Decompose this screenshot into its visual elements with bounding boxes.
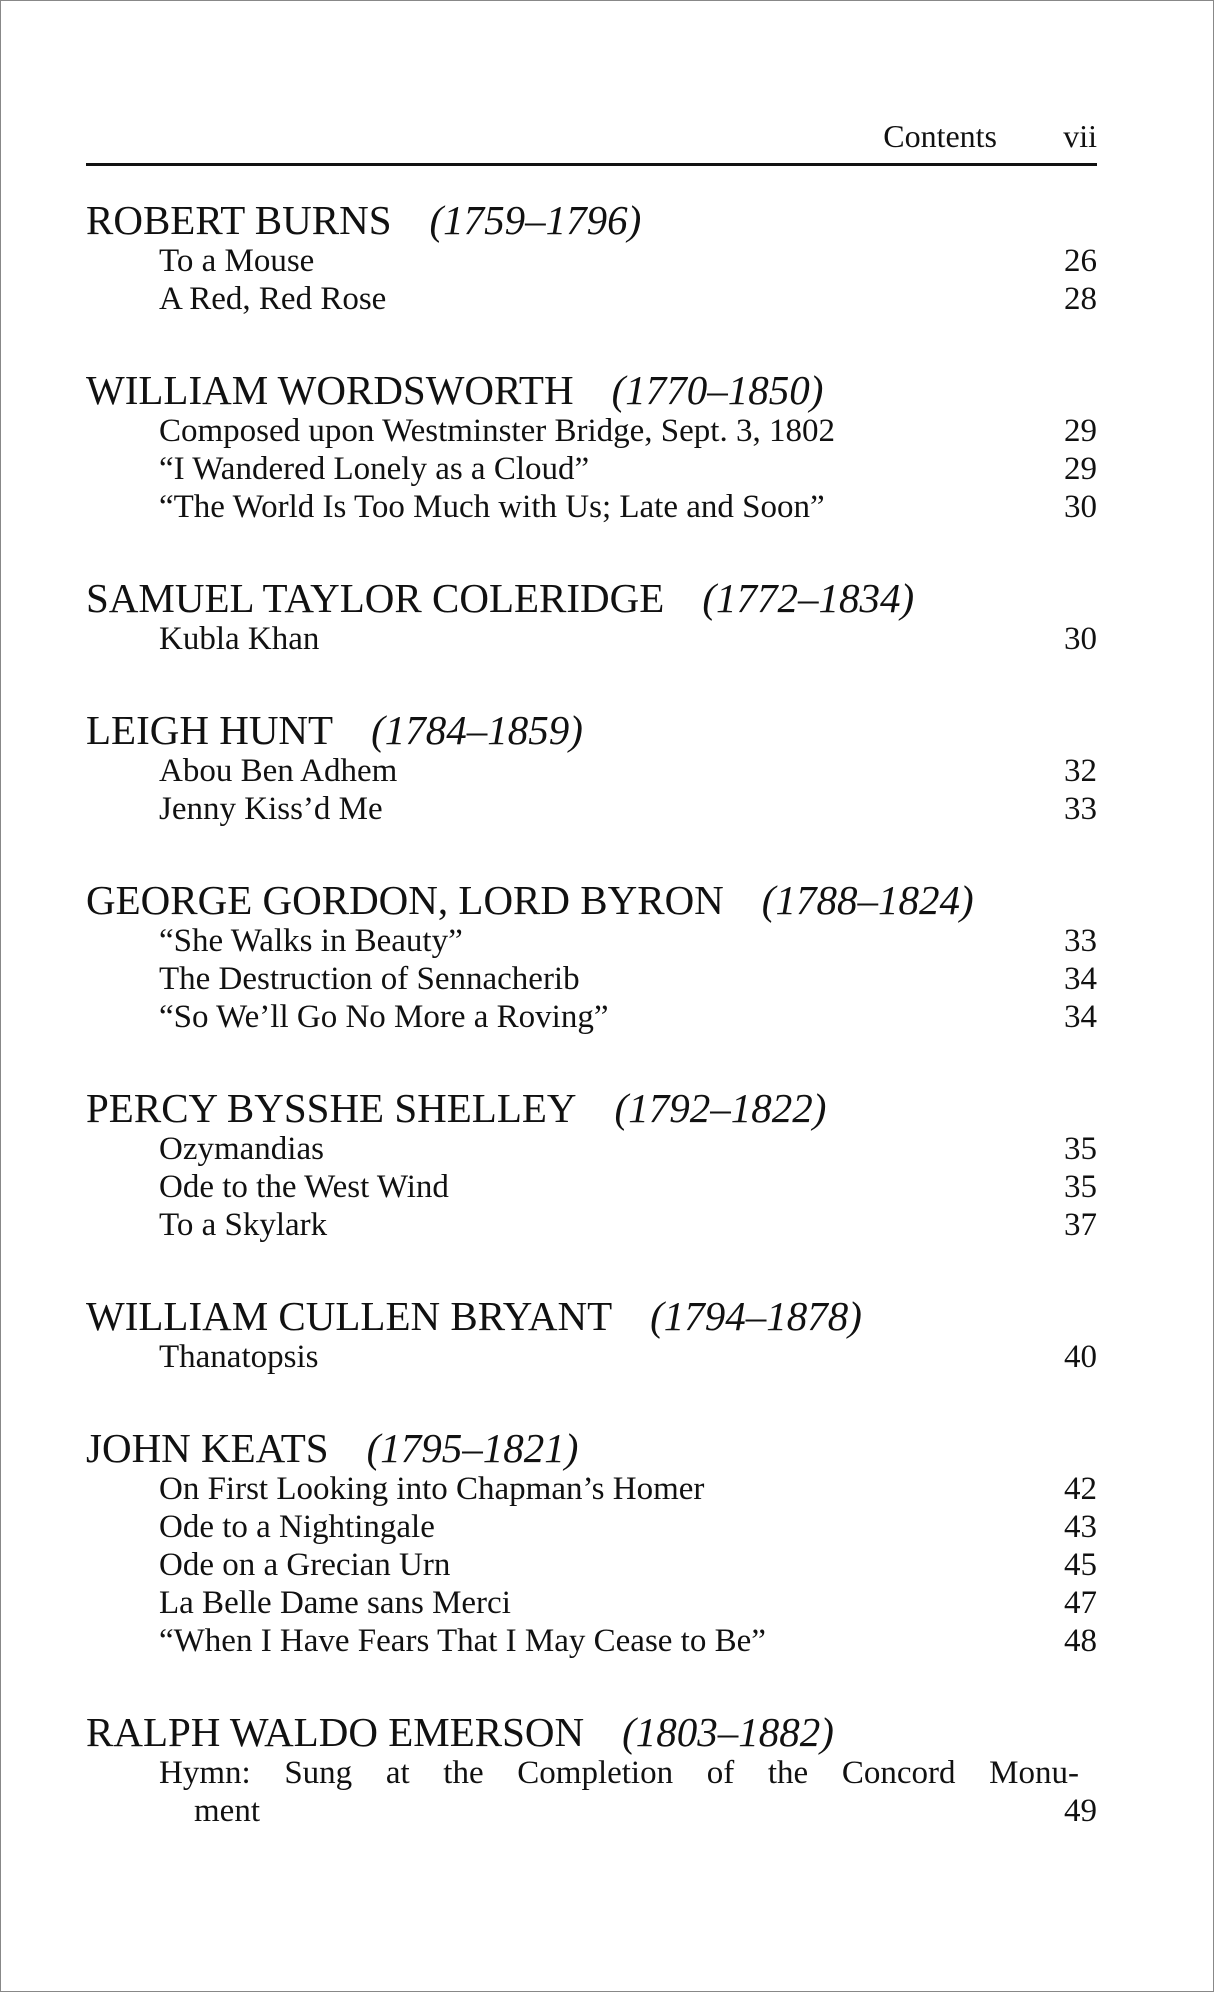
running-header <box>86 118 1097 158</box>
entry-page: 37 <box>1064 1207 1097 1243</box>
header-rule <box>86 163 1097 166</box>
entry-page: 47 <box>1064 1585 1097 1621</box>
toc-entry[interactable] <box>86 1168 1097 1206</box>
running-title: Contents <box>883 118 997 154</box>
entry-page: 35 <box>1064 1131 1097 1167</box>
author-section <box>86 576 1097 658</box>
entry-page: 43 <box>1064 1509 1097 1545</box>
entry-title: Ode to the West Wind <box>159 1169 449 1205</box>
toc-entry[interactable] <box>86 1754 1097 1830</box>
entry-title-line1: Hymn: Sung at the Completion of the Concord Monu- <box>159 1755 1079 1791</box>
entry-page: 48 <box>1064 1623 1097 1659</box>
toc-entry[interactable] <box>86 922 1097 960</box>
entry-page: 34 <box>1064 999 1097 1035</box>
entry-title: To a Skylark <box>159 1207 328 1243</box>
author-heading <box>86 1086 1097 1130</box>
table-of-contents <box>86 198 1097 1830</box>
author-name: PERCY BYSSHE SHELLEY <box>86 1085 577 1131</box>
author-dates: (1792–1822) <box>614 1085 827 1131</box>
author-dates: (1772–1834) <box>702 575 915 621</box>
entry-title: Thanatopsis <box>159 1339 319 1375</box>
author-name: SAMUEL TAYLOR COLERIDGE <box>86 575 665 621</box>
author-section <box>86 1294 1097 1376</box>
toc-entry[interactable] <box>86 488 1097 526</box>
entry-page: 29 <box>1064 451 1097 487</box>
author-section <box>86 368 1097 526</box>
page-number: vii <box>1063 118 1097 154</box>
author-section <box>86 198 1097 318</box>
toc-entry[interactable] <box>86 242 1097 280</box>
entry-page: 32 <box>1064 753 1097 789</box>
author-heading <box>86 1294 1097 1338</box>
author-section <box>86 1086 1097 1244</box>
author-section <box>86 708 1097 828</box>
entry-page: 33 <box>1064 923 1097 959</box>
toc-entry[interactable] <box>86 1622 1097 1660</box>
entry-title: Ode to a Nightingale <box>159 1509 435 1545</box>
author-heading <box>86 368 1097 412</box>
toc-entry[interactable] <box>86 960 1097 998</box>
toc-entry[interactable] <box>86 1584 1097 1622</box>
entry-title: On First Looking into Chapman’s Homer <box>159 1471 705 1507</box>
entry-title: A Red, Red Rose <box>159 281 387 317</box>
toc-entry[interactable] <box>86 620 1097 658</box>
author-dates: (1795–1821) <box>366 1425 579 1471</box>
entry-page: 30 <box>1064 489 1097 525</box>
toc-entry[interactable] <box>86 1130 1097 1168</box>
entry-page: 33 <box>1064 791 1097 827</box>
entry-page: 49 <box>1064 1793 1097 1829</box>
entry-title: Kubla Khan <box>159 621 320 657</box>
entry-title: Ozymandias <box>159 1131 324 1167</box>
toc-entry[interactable] <box>86 450 1097 488</box>
toc-entry[interactable] <box>86 752 1097 790</box>
author-dates: (1784–1859) <box>371 707 583 753</box>
entry-page: 35 <box>1064 1169 1097 1205</box>
author-name: JOHN KEATS <box>86 1425 329 1471</box>
entry-title: “I Wandered Lonely as a Cloud” <box>159 451 590 487</box>
author-name: WILLIAM CULLEN BRYANT <box>86 1293 613 1339</box>
author-heading <box>86 1710 1097 1754</box>
entry-title: Ode on a Grecian Urn <box>159 1547 451 1583</box>
toc-entry[interactable] <box>86 412 1097 450</box>
author-name: LEIGH HUNT <box>86 707 334 753</box>
entry-title: La Belle Dame sans Merci <box>159 1585 511 1621</box>
author-heading <box>86 1426 1097 1470</box>
entry-page: 30 <box>1064 621 1097 657</box>
toc-entry[interactable] <box>86 1508 1097 1546</box>
entry-title: The Destruction of Sennacherib <box>159 961 580 997</box>
entry-page: 42 <box>1064 1471 1097 1507</box>
entry-title: Composed upon Westminster Bridge, Sept. 3, 1802 <box>159 413 835 449</box>
entry-page: 34 <box>1064 961 1097 997</box>
toc-entry[interactable] <box>86 998 1097 1036</box>
entry-title: “When I Have Fears That I May Cease to Be” <box>159 1623 766 1659</box>
author-dates: (1794–1878) <box>650 1293 862 1339</box>
entry-title: “The World Is Too Much with Us; Late and Soon” <box>159 489 825 525</box>
toc-entry[interactable] <box>86 790 1097 828</box>
author-name: RALPH WALDO EMERSON <box>86 1709 585 1755</box>
toc-entry[interactable] <box>86 1206 1097 1244</box>
author-dates: (1770–1850) <box>611 367 824 413</box>
author-dates: (1759–1796) <box>429 197 642 243</box>
entry-title: “She Walks in Beauty” <box>159 923 463 959</box>
entry-page: 28 <box>1064 281 1097 317</box>
entry-page: 29 <box>1064 413 1097 449</box>
entry-page: 26 <box>1064 243 1097 279</box>
author-dates: (1788–1824) <box>761 877 974 923</box>
author-dates: (1803–1882) <box>622 1709 834 1755</box>
author-section <box>86 878 1097 1036</box>
author-name: ROBERT BURNS <box>86 197 392 243</box>
toc-entry[interactable] <box>86 1546 1097 1584</box>
author-name: GEORGE GORDON, LORD BYRON <box>86 877 724 923</box>
entry-title: “So We’ll Go No More a Roving” <box>159 999 609 1035</box>
entry-title: Jenny Kiss’d Me <box>159 791 383 827</box>
entry-page: 40 <box>1064 1339 1097 1375</box>
author-heading <box>86 878 1097 922</box>
toc-entry[interactable] <box>86 280 1097 318</box>
entry-title: Abou Ben Adhem <box>159 753 398 789</box>
author-section <box>86 1426 1097 1660</box>
entry-page: 45 <box>1064 1547 1097 1583</box>
author-section <box>86 1710 1097 1830</box>
entry-title: To a Mouse <box>159 243 315 279</box>
author-heading <box>86 198 1097 242</box>
toc-entry[interactable] <box>86 1338 1097 1376</box>
author-heading <box>86 708 1097 752</box>
author-name: WILLIAM WORDSWORTH <box>86 367 574 413</box>
entry-title-line2: ment <box>194 1793 260 1829</box>
toc-entry[interactable] <box>86 1470 1097 1508</box>
author-heading <box>86 576 1097 620</box>
